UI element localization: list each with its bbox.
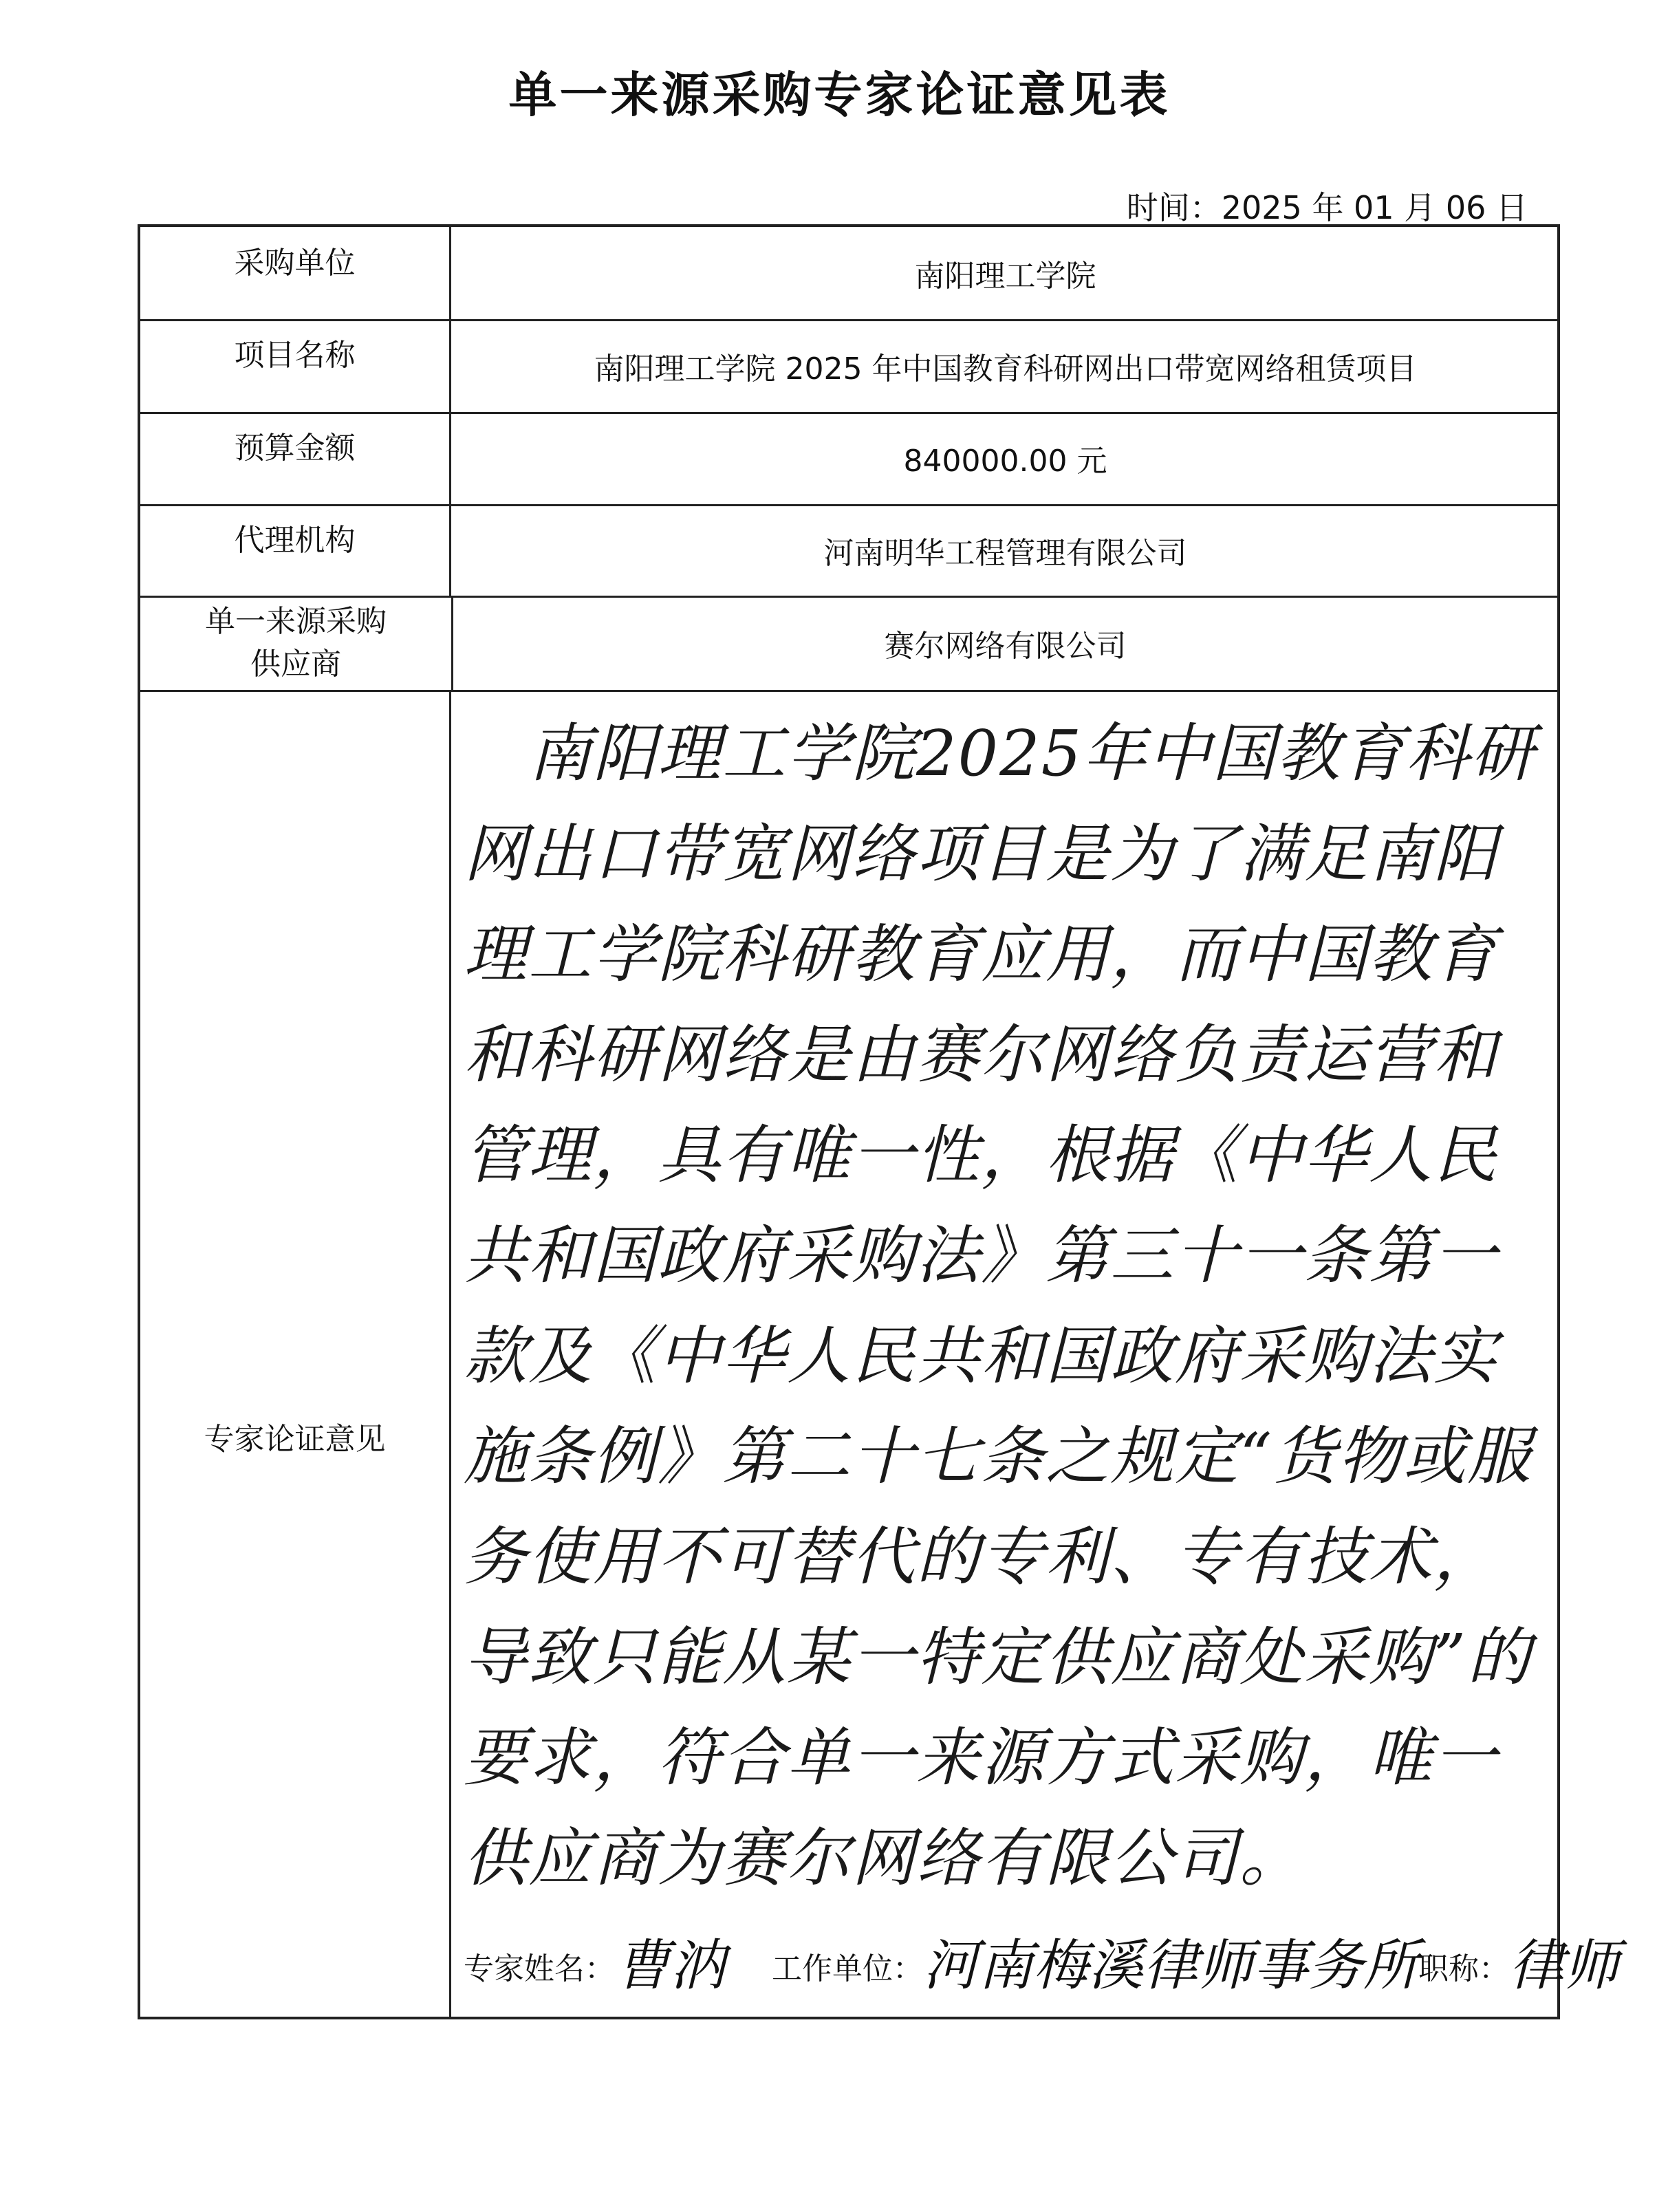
- row-value: 河南明华工程管理有限公司: [823, 535, 1187, 571]
- job-title-signature: 律师: [1509, 1933, 1619, 1997]
- row-value: 南阳理工学院: [914, 259, 1096, 294]
- job-title-label: 职称：: [1418, 1951, 1509, 1986]
- expert-name-label: 专家姓名：: [464, 1951, 615, 1986]
- row-value: 赛尔网络有限公司: [884, 628, 1127, 664]
- handwritten-opinion-text: 南阳理工学院2025年中国教育科研网出口带宽网络项目是为了满足南阳理工学院科研教育应用，而中国教育和科研网络是由赛尔网络负责运营和管理，具有唯一性，根据《中华人民共和国政府采购法》第三十一条第一款及《中华人民共和国政府采购法实施条例》第二十七条之规定“货物或服务使用不可替代的专利、专有技术，导致只能从某一特定供应商处采购”的要求，符合单一来源方式采购，唯一供应商为赛尔网络有限公司。: [464, 717, 1536, 1895]
- row-expert-opinion: [140, 690, 1619, 2017]
- row-label: 预算金额: [140, 412, 451, 504]
- row-label: 单一来源采购 供应商: [140, 596, 453, 690]
- row-label: 代理机构: [140, 504, 451, 596]
- date-line: 时间：2025 年 01 月 06 日: [1126, 189, 1528, 226]
- row-budget: [140, 412, 1557, 506]
- work-unit-signature: 河南梅溪律师事务所: [923, 1933, 1418, 1997]
- signature-line: [464, 1921, 1619, 2000]
- expert-name-signature: 曹汭: [615, 1933, 725, 1997]
- row-agency: [140, 504, 1557, 598]
- row-label: 采购单位: [140, 227, 451, 319]
- row-project-name: [140, 319, 1557, 414]
- work-unit-label: 工作单位：: [772, 1951, 923, 1986]
- page-title: 单一来源采购专家论证意见表: [508, 67, 1171, 123]
- opinion-form-table: [138, 224, 1619, 2019]
- row-supplier: [140, 596, 1557, 692]
- row-label: 项目名称: [140, 319, 451, 412]
- row-value: 南阳理工学院 2025 年中国教育科研网出口带宽网络租赁项目: [594, 351, 1417, 387]
- row-purchaser: [140, 227, 1557, 321]
- row-label: 专家论证意见: [140, 690, 451, 2017]
- row-value: 840000.00 元: [903, 444, 1107, 479]
